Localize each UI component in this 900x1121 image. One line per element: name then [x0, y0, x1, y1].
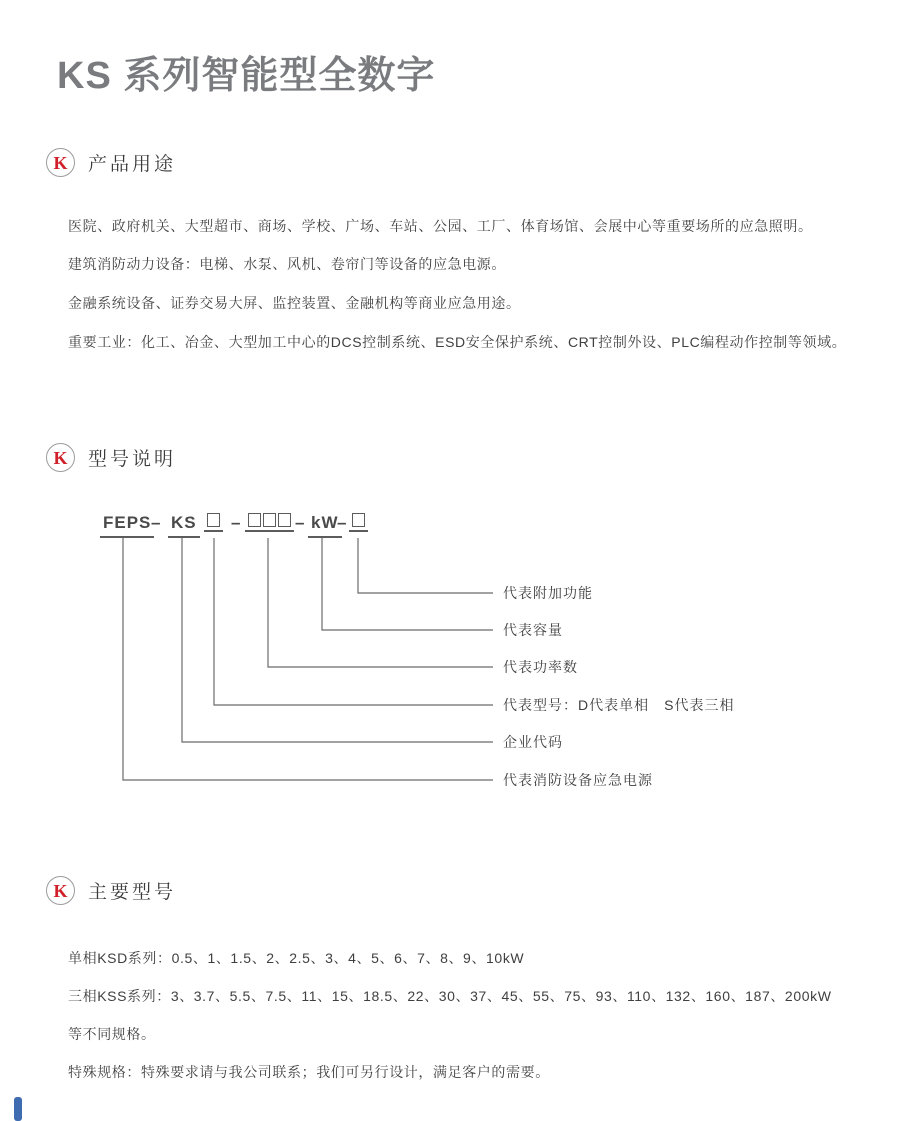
formula-suffix-box — [349, 513, 368, 532]
section-header-main-models — [46, 876, 176, 905]
main-models-line-2: 三相KSS系列：3、3.7、5.5、7.5、11、15、18.5、22、30、37、45、55、75、93、110、132、160、187、200kW — [68, 988, 832, 1004]
main-models-line-3: 等不同规格。 — [68, 1026, 156, 1042]
callout-model-type: 代表型号：D代表单相 S代表三相 — [503, 697, 735, 713]
formula-dash: – — [337, 513, 348, 532]
product-use-line-3: 金融系统设备、证券交易大屏、监控装置、金融机构等商业应急用途。 — [68, 295, 521, 311]
formula-dash: – — [231, 513, 242, 532]
power-box-icon — [263, 513, 276, 527]
section-title-product-use: 产品用途 — [88, 154, 177, 175]
section-header-model-description — [46, 443, 176, 472]
k-circle-icon: K — [46, 148, 75, 177]
product-use-line-2: 建筑消防动力设备：电梯、水泵、风机、卷帘门等设备的应急电源。 — [68, 256, 506, 272]
callout-power-number: 代表功率数 — [503, 659, 578, 675]
suffix-box-icon — [352, 513, 365, 527]
page-corner-accent — [14, 1097, 22, 1121]
formula-type-box — [204, 513, 223, 532]
callout-company-code: 企业代码 — [503, 734, 563, 750]
power-box-icon — [248, 513, 261, 527]
section-header-product-use — [46, 148, 176, 177]
page-title: KS 系列智能型全数字 — [57, 55, 436, 97]
power-box-icon — [278, 513, 291, 527]
formula-company-code: KS — [168, 513, 200, 538]
formula-power-boxes — [245, 513, 294, 532]
formula-unit: kW — [308, 513, 342, 538]
main-models-line-4: 特殊规格：特殊要求请与我公司联系；我们可另行设计，满足客户的需要。 — [68, 1064, 550, 1080]
product-use-line-4: 重要工业：化工、冶金、大型加工中心的DCS控制系统、ESD安全保护系统、CRT控制外设、PLC编程动作控制等领域。 — [68, 334, 847, 350]
callout-feps-meaning: 代表消防设备应急电源 — [503, 772, 653, 788]
callout-additional-function: 代表附加功能 — [503, 585, 593, 601]
callout-capacity: 代表容量 — [503, 622, 563, 638]
k-circle-icon: K — [46, 876, 75, 905]
section-title-main-models: 主要型号 — [88, 882, 177, 903]
model-number-diagram — [0, 505, 900, 815]
section-title-model-description: 型号说明 — [88, 449, 177, 470]
product-use-line-1: 医院、政府机关、大型超市、商场、学校、广场、车站、公园、工厂、体育场馆、会展中心等重要场所的应急照明。 — [68, 218, 813, 234]
type-box-icon — [207, 513, 220, 527]
formula-prefix: FEPS — [100, 513, 154, 538]
k-circle-icon: K — [46, 443, 75, 472]
formula-dash: – — [151, 513, 162, 532]
diagram-connector-lines — [0, 505, 900, 815]
main-models-line-1: 单相KSD系列：0.5、1、1.5、2、2.5、3、4、5、6、7、8、9、10kW — [68, 950, 525, 966]
formula-dash: – — [295, 513, 306, 532]
